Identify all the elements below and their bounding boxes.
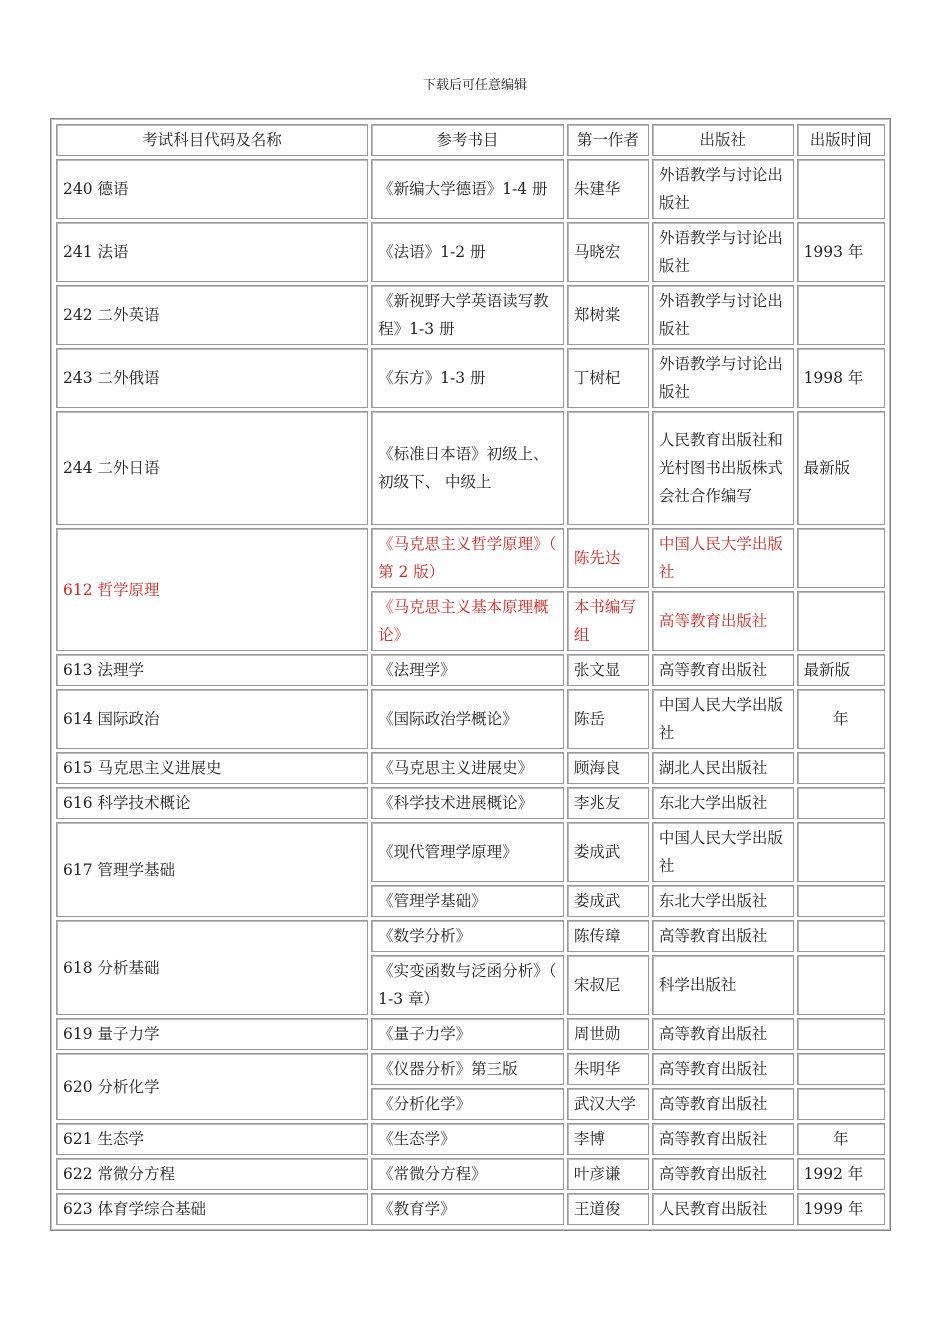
publisher-cell: 中国人民大学出版社 [652, 822, 794, 882]
publisher-cell: 人民教育出版社 [652, 1193, 794, 1225]
publisher-cell: 高等教育出版社 [652, 591, 794, 651]
author-cell: 周世勋 [567, 1018, 649, 1050]
book-cell: 《管理学基础》 [371, 885, 564, 917]
table-row [56, 159, 885, 219]
subject-cell: 244 二外日语 [56, 411, 368, 525]
book-cell: 《仪器分析》第三版 [371, 1053, 564, 1085]
publisher-cell: 高等教育出版社 [652, 1018, 794, 1050]
table-row [56, 528, 885, 588]
table-row [56, 222, 885, 282]
author-cell: 朱建华 [567, 159, 649, 219]
author-cell: 陈岳 [567, 689, 649, 749]
book-cell: 《马克思主义哲学原理》（ 第 2 版） [371, 528, 564, 588]
table-row [56, 1018, 885, 1050]
book-cell: 《生态学》 [371, 1123, 564, 1155]
publisher-cell: 高等教育出版社 [652, 1158, 794, 1190]
author-cell: 丁树杞 [567, 348, 649, 408]
author-cell: 宋叔尼 [567, 955, 649, 1015]
table-row [56, 920, 885, 952]
table-header-row [56, 124, 885, 156]
book-cell: 《新视野大学英语读写教程》1-3 册 [371, 285, 564, 345]
year-cell [797, 159, 885, 219]
subject-cell: 620 分析化学 [56, 1053, 368, 1120]
publisher-cell: 高等教育出版社 [652, 1123, 794, 1155]
year-cell [797, 920, 885, 952]
author-cell: 陈传璋 [567, 920, 649, 952]
table-row [56, 1123, 885, 1155]
author-cell: 娄成武 [567, 822, 649, 882]
publisher-cell: 中国人民大学出版社 [652, 689, 794, 749]
book-cell: 《实变函数与泛函分析》（ 1-3 章） [371, 955, 564, 1015]
book-cell: 《国际政治学概论》 [371, 689, 564, 749]
year-cell [797, 285, 885, 345]
year-cell: 年 [797, 1123, 885, 1155]
table-row [56, 348, 885, 408]
table-row [56, 787, 885, 819]
year-cell: 1998 年 [797, 348, 885, 408]
author-cell: 武汉大学 [567, 1088, 649, 1120]
year-cell [797, 528, 885, 588]
book-cell: 《东方》1-3 册 [371, 348, 564, 408]
publisher-cell: 东北大学出版社 [652, 787, 794, 819]
subject-cell: 619 量子力学 [56, 1018, 368, 1050]
year-cell [797, 822, 885, 882]
publisher-cell: 高等教育出版社 [652, 920, 794, 952]
book-cell: 《标准日本语》初级上、 初级下、 中级上 [371, 411, 564, 525]
year-cell [797, 885, 885, 917]
book-cell: 《现代管理学原理》 [371, 822, 564, 882]
publisher-cell: 高等教育出版社 [652, 654, 794, 686]
author-cell [567, 411, 649, 525]
table-row [56, 654, 885, 686]
year-cell: 最新版 [797, 654, 885, 686]
book-cell: 《量子力学》 [371, 1018, 564, 1050]
subject-cell: 613 法理学 [56, 654, 368, 686]
book-list-table [50, 118, 891, 1231]
column-header-year: 出版时间 [797, 124, 885, 156]
subject-cell: 616 科学技术概论 [56, 787, 368, 819]
author-cell: 李兆友 [567, 787, 649, 819]
column-header-publisher: 出版社 [652, 124, 794, 156]
publisher-cell: 外语教学与讨论出版社 [652, 222, 794, 282]
table-row [56, 1158, 885, 1190]
publisher-cell: 湖北人民出版社 [652, 752, 794, 784]
subject-cell: 621 生态学 [56, 1123, 368, 1155]
publisher-cell: 人民教育出版社和光村图书出版株式会社合作编写 [652, 411, 794, 525]
year-cell [797, 1053, 885, 1085]
publisher-cell: 外语教学与讨论出版社 [652, 285, 794, 345]
year-cell: 最新版 [797, 411, 885, 525]
book-cell: 《教育学》 [371, 1193, 564, 1225]
author-cell: 本书编写组 [567, 591, 649, 651]
book-cell: 《法语》1-2 册 [371, 222, 564, 282]
publisher-cell: 外语教学与讨论出版社 [652, 159, 794, 219]
page-header: 下载后可任意编辑 [422, 78, 527, 93]
author-cell: 叶彦谦 [567, 1158, 649, 1190]
subject-cell: 623 体育学综合基础 [56, 1193, 368, 1225]
subject-cell: 622 常微分方程 [56, 1158, 368, 1190]
publisher-cell: 高等教育出版社 [652, 1088, 794, 1120]
year-cell: 年 [797, 689, 885, 749]
year-cell [797, 591, 885, 651]
author-cell: 朱明华 [567, 1053, 649, 1085]
book-cell: 《马克思主义进展史》 [371, 752, 564, 784]
book-cell: 《分析化学》 [371, 1088, 564, 1120]
author-cell: 郑树棠 [567, 285, 649, 345]
subject-cell: 618 分析基础 [56, 920, 368, 1015]
subject-cell: 615 马克思主义进展史 [56, 752, 368, 784]
book-cell: 《新编大学德语》1-4 册 [371, 159, 564, 219]
book-cell: 《科学技术进展概论》 [371, 787, 564, 819]
publisher-cell: 外语教学与讨论出版社 [652, 348, 794, 408]
author-cell: 马晓宏 [567, 222, 649, 282]
year-cell: 1992 年 [797, 1158, 885, 1190]
year-cell: 1999 年 [797, 1193, 885, 1225]
year-cell [797, 787, 885, 819]
subject-cell: 241 法语 [56, 222, 368, 282]
publisher-cell: 东北大学出版社 [652, 885, 794, 917]
author-cell: 王道俊 [567, 1193, 649, 1225]
author-cell: 张文显 [567, 654, 649, 686]
year-cell [797, 752, 885, 784]
book-cell: 《法理学》 [371, 654, 564, 686]
publisher-cell: 科学出版社 [652, 955, 794, 1015]
author-cell: 李博 [567, 1123, 649, 1155]
year-cell [797, 1018, 885, 1050]
subject-cell: 243 二外俄语 [56, 348, 368, 408]
publisher-cell: 高等教育出版社 [652, 1053, 794, 1085]
table-row [56, 689, 885, 749]
book-cell: 《马克思主义基本原理概论》 [371, 591, 564, 651]
subject-cell: 614 国际政治 [56, 689, 368, 749]
year-cell: 1993 年 [797, 222, 885, 282]
subject-cell: 240 德语 [56, 159, 368, 219]
book-cell: 《数学分析》 [371, 920, 564, 952]
subject-cell: 617 管理学基础 [56, 822, 368, 917]
table-row [56, 1053, 885, 1085]
publisher-cell: 中国人民大学出版社 [652, 528, 794, 588]
table-row [56, 822, 885, 882]
author-cell: 顾海良 [567, 752, 649, 784]
subject-cell: 612 哲学原理 [56, 528, 368, 651]
author-cell: 娄成武 [567, 885, 649, 917]
subject-cell: 242 二外英语 [56, 285, 368, 345]
book-cell: 《常微分方程》 [371, 1158, 564, 1190]
year-cell [797, 955, 885, 1015]
table-row [56, 1193, 885, 1225]
column-header-book: 参考书目 [371, 124, 564, 156]
column-header-subject: 考试科目代码及名称 [56, 124, 368, 156]
table-row [56, 752, 885, 784]
column-header-author: 第一作者 [567, 124, 649, 156]
table-row [56, 411, 885, 525]
table-row [56, 285, 885, 345]
author-cell: 陈先达 [567, 528, 649, 588]
year-cell [797, 1088, 885, 1120]
